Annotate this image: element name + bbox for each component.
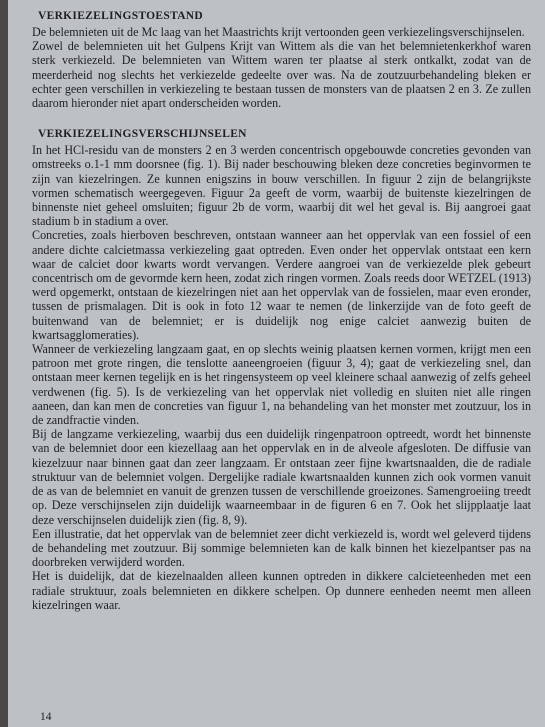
section-heading: VERKIEZELINGSVERSCHIJNSELEN: [38, 128, 247, 141]
paragraph: Het is duidelijk, dat de kiezelnaalden alleen kunnen optreden in dikkere calcieteenheden met een radiale struktuur, zoals belemnieten en dikkere schelpen. Op dunnere eenheden neemt men alleen kiezelringen waar.: [32, 569, 531, 612]
paragraph: Concreties, zoals hierboven beschreven, ontstaan wanneer aan het oppervlak van een fossiel of een andere dichte calcietmassa verkiezeling gaat optreden. Even onder het oppervlak ontstaat een kern waar de calciet door kwarts wordt vervangen. Verdere aangroei van de verkiezelde plek gebeurt concentrisch om de gevormde kern heen, zodat zich ringen vormen. Zoals reeds door WETZEL (1913) werd opgemerkt, ontstaan de kiezelringen niet aan het oppervlak van de fossielen, maar even eronder, tussen de prismalagen. Dit is ook in foto 12 waar te nemen (de linkerzijde van de foto geeft de buitenwand van de belemniet; er is duidelijk nog enige calciet aanwezig buiten de kwartsagglomeraties).: [32, 228, 531, 342]
section-verkiezelingsverschijnselen: [32, 128, 531, 612]
document-page: [8, 0, 545, 727]
paragraph: Een illustratie, dat het oppervlak van de belemniet zeer dicht verkiezeld is, wordt wel geleverd tijdens de behandeling met zoutzuur. Bij sommige belemnieten kan de kalk binnen het kiezelpantser pas na doorbreken verwijderd worden.: [32, 526, 531, 570]
paragraph: In het HCl-residu van de monsters 2 en 3 werden concentrisch opgebouwde concreties gevonden van omstreeks o.1-1 mm doorsnee (fig. 1). Bij nader beschouwing bleken deze concreties beginvormen te zijn van kiezelringen. Ze kunnen enigszins in bouw verschillen. In figuur 2 zijn de belangrijkste vormen schematisch weergegeven. Figuur 2a geeft de vorm, waarbij de buitenste kiezelringen de binnenste niet geheel omsluiten; figuur 2b de vorm, waarbij dit wel het geval is. Bij aangroei gaat stadium b in stadium a over.: [32, 143, 531, 229]
paragraph: Zowel de belemnieten uit het Gulpens Krijt van Wittem als die van het belemnietenkerkhof waren sterk verkiezeld. De belemnieten van Wittem waren ter plaatse al sterk ontkalkt, zodat van de meerderheid nog slechts het verkiezelde gedeelte over was. Na de zoutzuurbehandeling bleken er echter geen verschillen in verkiezeling te bestaan tussen de monsters van de plaatsen 2 en 3. Ze zullen daarom hieronder niet apart onderscheiden worden.: [32, 39, 531, 111]
paragraph: Bij de langzame verkiezeling, waarbij dus een duidelijk ringenpatroon optreedt, wordt het binnenste van de belemniet door een kiezellaag aan het oppervlak en in de alveole afgesloten. De diffusie van kiezelzuur naar binnen gaat dan zeer langzaam. Er ontstaan zeer fijne kwartsnaalden, die de radiale struktuur van de belemniet volgen. Dergelijke radiale kwartsnaalden kunnen zich ook vormen vanuit de as van de belemniet en vanuit de grenzen tussen de verschillende groeizones. Samengroeiing treedt op. Deze verschijnselen zijn duidelijk waarneembaar in de figuren 6 en 7. Ook het slijpplaatje laat deze verschijnselen duidelijk zien (fig. 8, 9).: [32, 427, 531, 527]
section-heading: VERKIEZELINGSTOESTAND: [38, 10, 204, 22]
page-number: 14: [40, 711, 52, 723]
paragraph: Wanneer de verkiezeling langzaam gaat, en op slechts weinig plaatsen kernen vormen, krijgt men een patroon met grote ringen, die tenslotte aaneengroeien (figuur 3, 4); gaat de verkiezeling snel, dan ontstaan meer kernen tegelijk en is het ringensysteem op veel kleinere schaal aanwezig of zelfs geheel verdwenen (fig. 5). Is de verkiezeling van het oppervlak niet volledig en sluiten niet alle ringen aaneen, dan kan men de concreties van figuur 1, na behandeling van het monster met zoutzuur, los in de zandfractie vinden.: [32, 342, 531, 428]
paragraph: De belemnieten uit de Mc laag van het Maastrichts krijt vertoonden geen verkiezelingsverschijnselen.: [32, 25, 525, 39]
section-verkiezelingstoestand: [32, 10, 531, 110]
